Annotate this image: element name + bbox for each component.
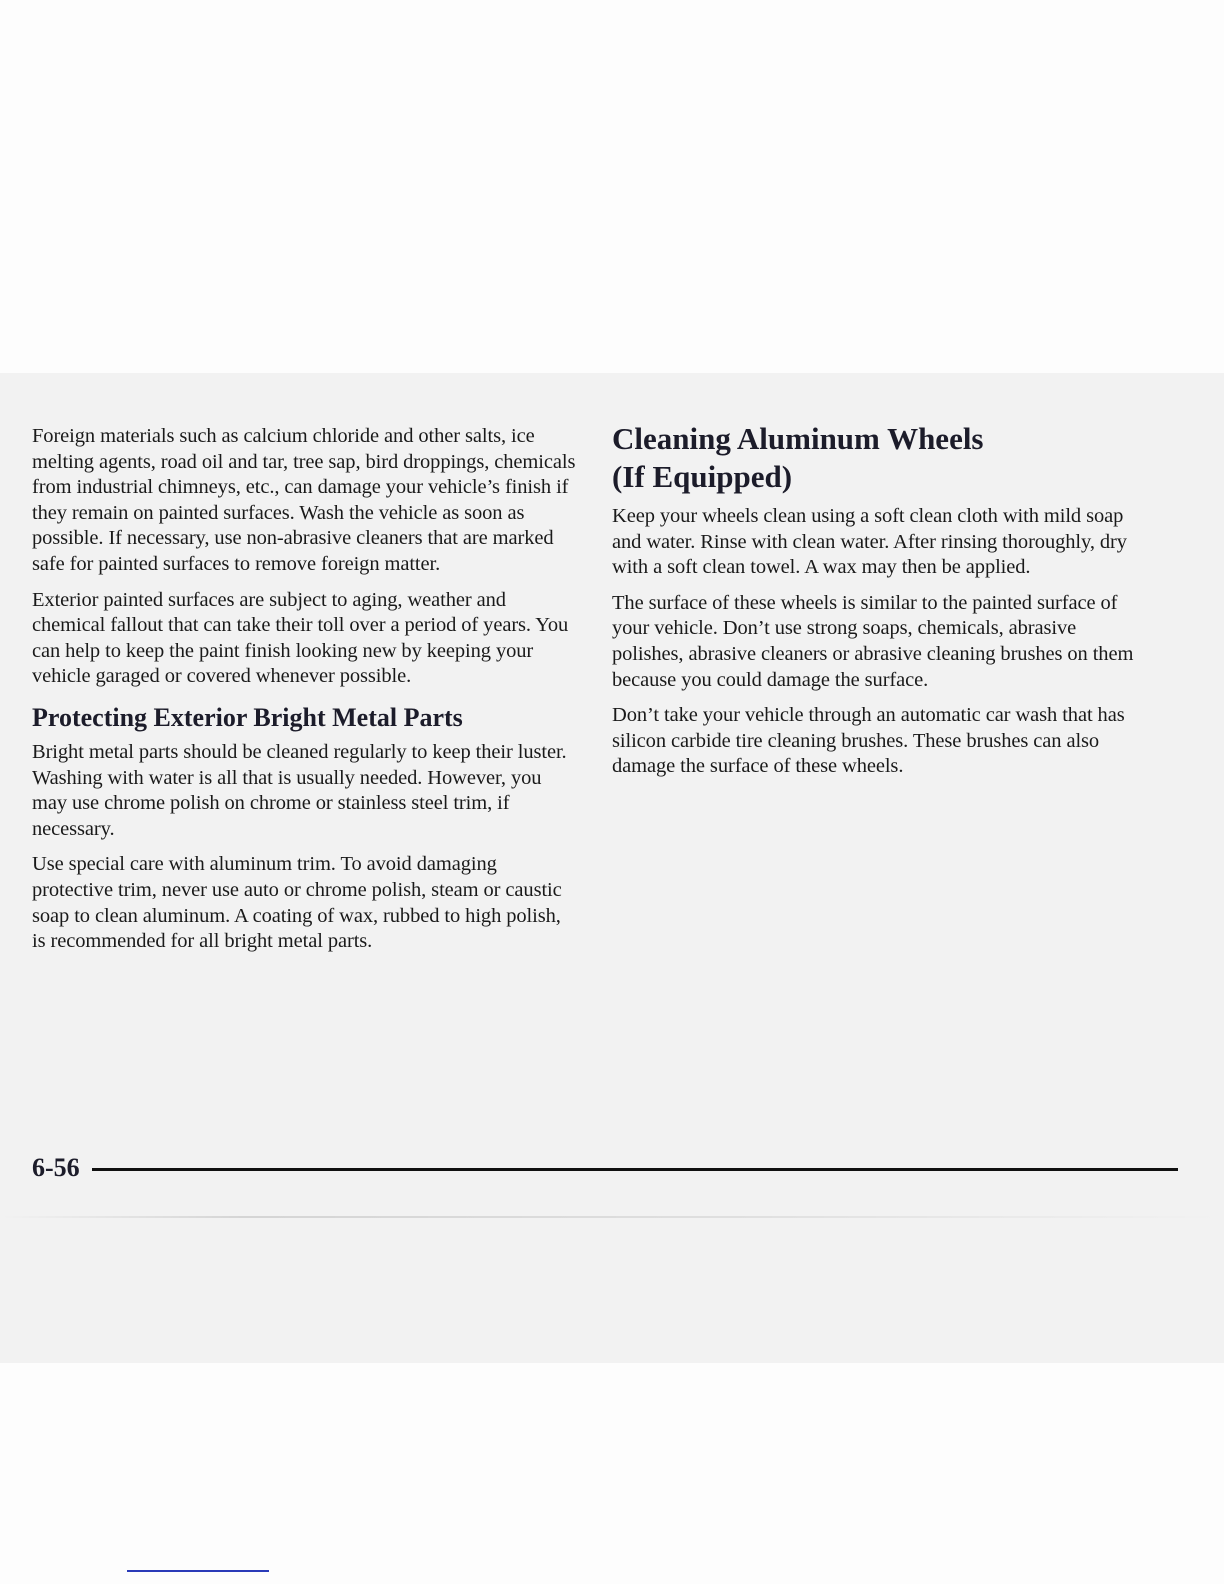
paragraph-car-wash-warning: Don’t take your vehicle through an automatic car wash that has silicon carbide tire cleaning brushes. These brushes can also damage the surface of these wheels. <box>612 704 1125 778</box>
footer-rule <box>92 1168 1178 1171</box>
heading-line-2: (If Equipped) <box>612 459 793 494</box>
paragraph-wheel-cleaning: Keep your wheels clean using a soft clean cloth with mild soap and water. Rinse with clean water. After rinsing thoroughly, dry with a soft clean towel. A wax may then be applied. <box>612 505 1127 579</box>
page-number: 6-56 <box>32 1153 80 1182</box>
right-column <box>612 421 1142 790</box>
heading-line-1: Cleaning Aluminum Wheels <box>612 421 984 456</box>
section-heading-aluminum-wheels <box>612 420 1142 496</box>
paragraph-foreign-materials: Foreign materials such as calcium chloride and other salts, ice melting agents, road oil and tar, tree sap, bird droppings, chemicals from industrial chimneys, etc., can damage your vehicle’s finish if they remain on painted surfaces. Wash the vehicle as soon as possible. If necessary, use non-abrasive cleaners that are marked safe for painted surfaces to remove foreign matter. <box>32 425 576 575</box>
scan-artifact-line <box>0 1216 1224 1218</box>
section-heading-bright-metal: Protecting Exterior Bright Metal Parts <box>32 702 463 732</box>
paragraph-bright-metal-cleaning: Bright metal parts should be cleaned regularly to keep their luster. Washing with water is all that is usually needed. However, you may use chrome polish on chrome or stainless steel trim, if necessary. <box>32 740 567 840</box>
paragraph-exterior-painted-surfaces: Exterior painted surfaces are subject to aging, weather and chemical fallout that can take their toll over a period of years. You can help to keep the paint finish looking new by keeping your vehicle garaged or covered whenever possible. <box>32 588 569 688</box>
paragraph-wheel-surface: The surface of these wheels is similar to the painted surface of your vehicle. Don’t use strong soaps, chemicals, abrasive polishes, abrasive cleaners or abrasive cleaning brushes on them because you could damage the surface. <box>612 591 1134 691</box>
bottom-link-underline[interactable] <box>127 1570 269 1572</box>
paragraph-aluminum-trim: Use special care with aluminum trim. To avoid damaging protective trim, never use auto or chrome polish, steam or caustic soap to clean aluminum. A coating of wax, rubbed to high polish, is recommended for all bright metal parts. <box>32 853 562 953</box>
page-footer <box>32 1153 1148 1183</box>
left-column <box>32 424 577 965</box>
